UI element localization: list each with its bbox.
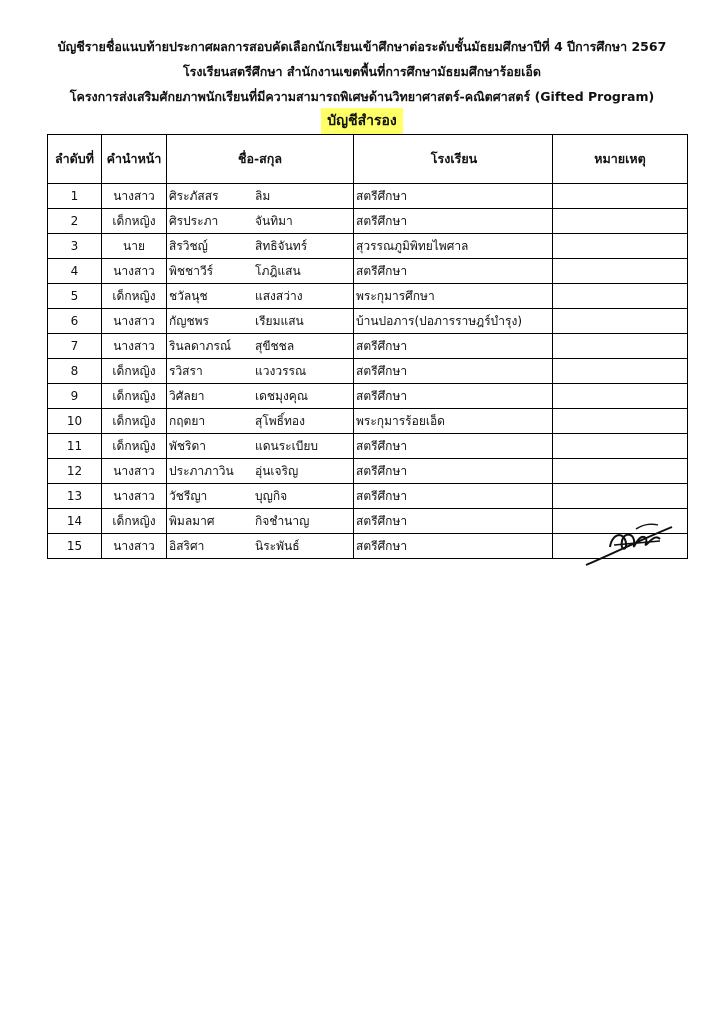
last-name: อุ่นเจริญ [255, 463, 299, 478]
note-cell [553, 459, 688, 484]
table-row [48, 334, 688, 359]
note-cell [553, 184, 688, 209]
row-number-cell: 8 [48, 359, 102, 384]
row-number-cell: 6 [48, 309, 102, 334]
last-name: โภฎิแสน [255, 263, 301, 278]
full-name-cell [167, 434, 354, 459]
full-name-cell [167, 484, 354, 509]
table-row [48, 234, 688, 259]
note-cell [553, 484, 688, 509]
column-header-note: หมายเหตุ [553, 135, 688, 184]
name-prefix-cell: นางสาว [102, 184, 167, 209]
row-number-cell: 9 [48, 384, 102, 409]
table-row [48, 409, 688, 434]
first-name: กัญชพร [169, 313, 209, 328]
first-name: ศิระภัสสร [169, 188, 219, 203]
first-name: สิรวิชญ์ [169, 238, 208, 253]
name-prefix-cell: เด็กหญิง [102, 384, 167, 409]
column-header-no: ลำดับที่ [48, 135, 102, 184]
table-body [48, 184, 688, 559]
school-name-cell: สตรีศึกษา [354, 509, 553, 534]
full-name-cell [167, 234, 354, 259]
table-row [48, 384, 688, 409]
school-name-cell: สุวรรณภูมิพิทยไพศาล [354, 234, 553, 259]
reserve-list-table [47, 134, 688, 559]
note-cell [553, 334, 688, 359]
last-name: เดชมุงคุณ [255, 388, 308, 403]
last-name: ลิม [255, 188, 271, 203]
note-cell [553, 259, 688, 284]
school-name-cell: สตรีศึกษา [354, 184, 553, 209]
first-name: พัชริดา [169, 438, 207, 453]
first-name: รินลดาภรณ์ [169, 338, 232, 353]
last-name: เรียมแสน [255, 313, 304, 328]
first-name: ประภาภาวิน [169, 463, 234, 478]
column-header-name: ชื่อ-สกุล [167, 135, 354, 184]
row-number-cell: 15 [48, 534, 102, 559]
name-prefix-cell: เด็กหญิง [102, 359, 167, 384]
full-name-cell [167, 334, 354, 359]
note-cell [553, 409, 688, 434]
table-row [48, 359, 688, 384]
document-title-line-2: โรงเรียนสตรีศึกษา สำนักงานเขตพื้นที่การศึกษามัธยมศึกษาร้อยเอ็ด [182, 64, 542, 79]
school-name-cell: สตรีศึกษา [354, 259, 553, 284]
school-name-cell: บ้านปอภาร(ปอภารราษฎร์บำรุง) [354, 309, 553, 334]
name-prefix-cell: นางสาว [102, 534, 167, 559]
table-row [48, 284, 688, 309]
note-cell [553, 434, 688, 459]
note-cell [553, 209, 688, 234]
table-header-row [48, 135, 688, 184]
first-name: พิชชาวีร์ [169, 263, 214, 278]
last-name: กิจชำนาญ [255, 513, 310, 528]
note-cell [553, 384, 688, 409]
name-prefix-cell: นางสาว [102, 484, 167, 509]
full-name-cell [167, 259, 354, 284]
full-name-cell [167, 409, 354, 434]
school-name-cell: สตรีศึกษา [354, 459, 553, 484]
first-name: อิสริศา [169, 538, 205, 553]
table-row [48, 259, 688, 284]
name-prefix-cell: เด็กหญิง [102, 509, 167, 534]
full-name-cell [167, 284, 354, 309]
row-number-cell: 5 [48, 284, 102, 309]
full-name-cell [167, 459, 354, 484]
note-cell [553, 234, 688, 259]
name-prefix-cell: นางสาว [102, 259, 167, 284]
row-number-cell: 7 [48, 334, 102, 359]
first-name: กฤตยา [169, 413, 206, 428]
row-number-cell: 10 [48, 409, 102, 434]
first-name: พิมลมาศ [169, 513, 215, 528]
school-name-cell: สตรีศึกษา [354, 434, 553, 459]
row-number-cell: 13 [48, 484, 102, 509]
row-number-cell: 3 [48, 234, 102, 259]
table-row [48, 434, 688, 459]
full-name-cell [167, 209, 354, 234]
last-name: แดนระเบียบ [255, 438, 318, 453]
full-name-cell [167, 509, 354, 534]
school-name-cell: สตรีศึกษา [354, 209, 553, 234]
name-prefix-cell: เด็กหญิง [102, 284, 167, 309]
school-name-cell: สตรีศึกษา [354, 534, 553, 559]
last-name: แสงสว่าง [255, 288, 303, 303]
handwritten-signature-icon [580, 515, 675, 570]
first-name: ชวัลนุช [169, 288, 208, 303]
name-prefix-cell: เด็กหญิง [102, 209, 167, 234]
full-name-cell [167, 359, 354, 384]
school-name-cell: สตรีศึกษา [354, 384, 553, 409]
table-row [48, 309, 688, 334]
first-name: วิศัลยา [169, 388, 205, 403]
document-title-line-3: โครงการส่งเสริมศักยภาพนักเรียนที่มีความสามารถพิเศษด้านวิทยาศาสตร์-คณิตศาสตร์ (Gifted Program) [69, 89, 655, 104]
school-name-cell: สตรีศึกษา [354, 334, 553, 359]
row-number-cell: 1 [48, 184, 102, 209]
name-prefix-cell: เด็กหญิง [102, 434, 167, 459]
note-cell [553, 284, 688, 309]
first-name: รวิสรา [169, 363, 203, 378]
reserve-list-subtitle: บัญชีสำรอง [321, 108, 403, 134]
last-name: สุขีชชล [255, 338, 295, 353]
name-prefix-cell: นางสาว [102, 334, 167, 359]
last-name: สิทธิจันทร์ [255, 238, 308, 253]
subtitle-container [0, 108, 724, 134]
table-row [48, 484, 688, 509]
row-number-cell: 11 [48, 434, 102, 459]
column-header-school: โรงเรียน [354, 135, 553, 184]
school-name-cell: พระกุมารร้อยเอ็ด [354, 409, 553, 434]
name-prefix-cell: นางสาว [102, 459, 167, 484]
first-name: วัชรีญา [169, 488, 208, 503]
name-prefix-cell: นาย [102, 234, 167, 259]
first-name: ศิรประภา [169, 213, 219, 228]
column-header-prefix: คำนำหน้า [102, 135, 167, 184]
school-name-cell: สตรีศึกษา [354, 484, 553, 509]
name-prefix-cell: เด็กหญิง [102, 409, 167, 434]
full-name-cell [167, 384, 354, 409]
note-cell [553, 309, 688, 334]
last-name: จันทิมา [255, 213, 293, 228]
last-name: นิระพันธ์ [255, 538, 300, 553]
row-number-cell: 14 [48, 509, 102, 534]
table-row [48, 459, 688, 484]
last-name: แวงวรรณ [255, 363, 307, 378]
row-number-cell: 4 [48, 259, 102, 284]
school-name-cell: พระกุมารศึกษา [354, 284, 553, 309]
full-name-cell [167, 184, 354, 209]
note-cell [553, 359, 688, 384]
last-name: บุญกิจ [255, 488, 288, 503]
table-row [48, 209, 688, 234]
row-number-cell: 12 [48, 459, 102, 484]
document-title-line-1: บัญชีรายชื่อแนบท้ายประกาศผลการสอบคัดเลือกนักเรียนเข้าศึกษาต่อระดับชั้นมัธยมศึกษาปีที่ 4 ปีการศึกษา 2567 [57, 39, 667, 54]
row-number-cell: 2 [48, 209, 102, 234]
school-name-cell: สตรีศึกษา [354, 359, 553, 384]
full-name-cell [167, 309, 354, 334]
full-name-cell [167, 534, 354, 559]
last-name: สุโพธิ์ทอง [255, 413, 305, 428]
name-prefix-cell: นางสาว [102, 309, 167, 334]
table-row [48, 184, 688, 209]
